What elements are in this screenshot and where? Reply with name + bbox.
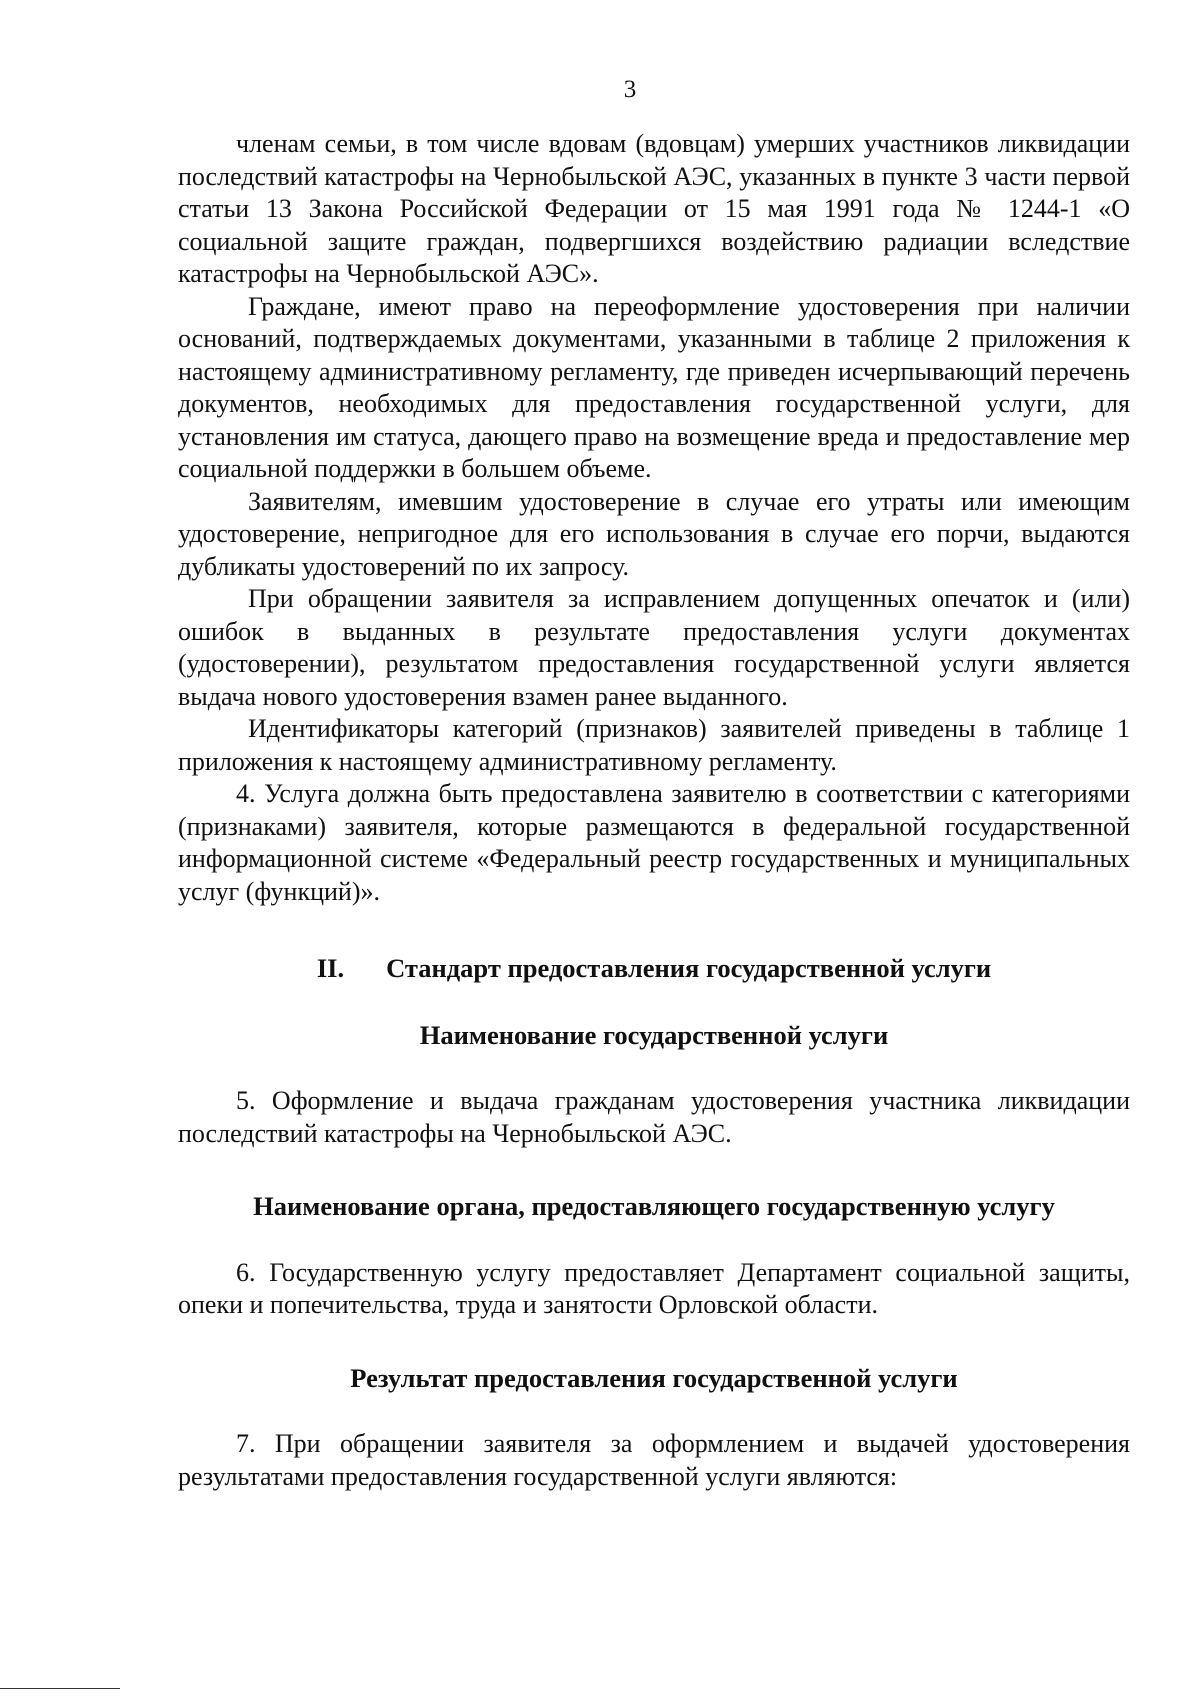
- paragraph-duplicates: Заявителям, имевшим удостоверение в случае его утраты или имеющим удостоверение, непригодное для его использования в случае его порчи, выдаются дубликаты удостоверений по их запросу.: [178, 486, 1130, 581]
- section-heading-standard: [178, 952, 1130, 985]
- footer-divider: [0, 1688, 120, 1689]
- section-number: II.: [316, 953, 345, 983]
- paragraph-item-7: 7. При обращении заявителя за оформлением и выдачей удостоверения результатами предоставления государственной услуги являются:: [178, 1429, 1130, 1491]
- subheading-service-name: Наименование государственной услуги: [419, 1019, 889, 1050]
- paragraph-family-members: членам семьи, в том числе вдовам (вдовцам) умерших участников ликвидации последствий катастрофы на Чернобыльской АЭС, указанных в пункте 3 части первой статьи 13 Закона Российской Федерации от 15 мая 1991 года № 1244-1 «О социальной защите граждан, подвергшихся воздействию радиации вследствие катастрофы на Чернобыльской АЭС».: [178, 129, 1130, 288]
- subheading-service-result: Результат предоставления государственной услуги: [350, 1362, 958, 1393]
- paragraph-item-6: 6. Государственную услугу предоставляет Департамент социальной защиты, опеки и попечительства, труда и занятости Орловской области.: [178, 1257, 1130, 1319]
- paragraph-item-4: 4. Услуга должна быть предоставлена заявителю в соответствии с категориями (признаками) заявителя, которые размещаются в федеральной государственной информационной системе «Федеральный реестр государственных и муниципальных услуг (функций)».: [178, 779, 1130, 906]
- section-title: Стандарт предоставления государственной услуги: [386, 953, 992, 983]
- paragraph-item-5: 5. Оформление и выдача гражданам удостоверения участника ликвидации последствий катастрофы на Чернобыльской АЭС.: [178, 1086, 1130, 1148]
- subheading-providing-body: Наименование органа, предоставляющего государственную услугу: [253, 1191, 1055, 1221]
- document-body: [178, 128, 1130, 1493]
- paragraph-reissue-rights: Граждане, имеют право на переоформление удостоверения при наличии оснований, подтверждаемых документами, указанными в таблице 2 приложения к настоящему административному регламенту, где приведен исчерпывающий перечень документов, необходимых для предоставления государственной услуги, для установления им статуса, дающего право на возмещение вреда и предоставление мер социальной поддержки в большем объеме.: [178, 291, 1130, 483]
- paragraph-corrections: При обращении заявителя за исправлением допущенных опечаток и (или) ошибок в выданных в результате предоставления услуги документах (удостоверении), результатом предоставления государственной услуги является выдача нового удостоверения взамен ранее выданного.: [178, 584, 1130, 711]
- paragraph-identifiers: Идентификаторы категорий (признаков) заявителей приведены в таблице 1 приложения к настоящему административному регламенту.: [178, 714, 1130, 776]
- page-number: 3: [623, 76, 637, 103]
